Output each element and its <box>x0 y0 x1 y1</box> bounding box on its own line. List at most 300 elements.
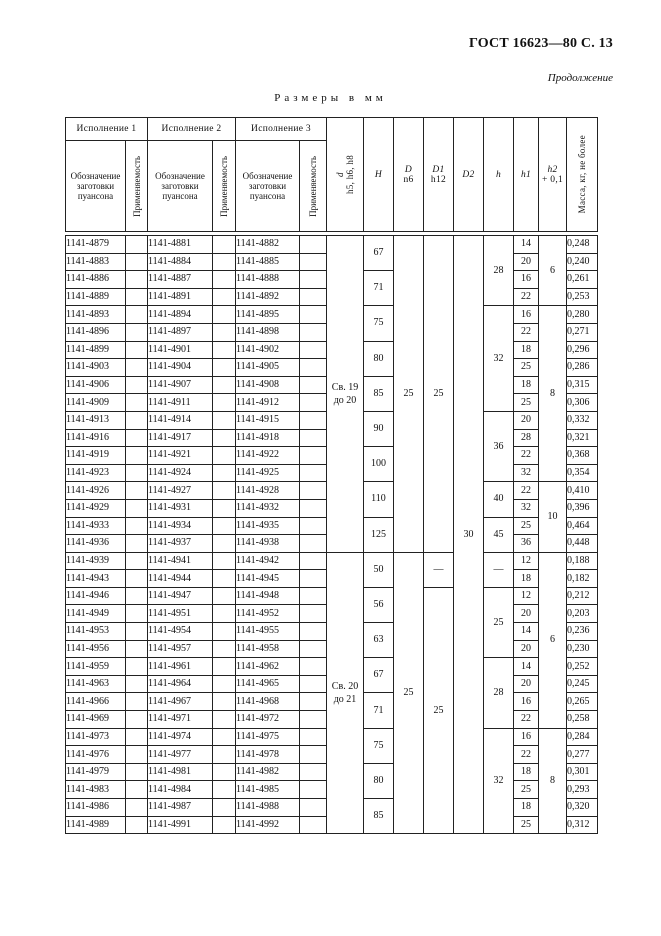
col-D1: D1 h12 <box>424 118 454 232</box>
designation-2: 1141-4937 <box>148 535 213 553</box>
cell-mass: 0,277 <box>567 746 598 764</box>
cell-mass: 0,271 <box>567 323 598 341</box>
applicability-1 <box>126 306 148 324</box>
designation-3: 1141-4975 <box>236 728 300 746</box>
cell-h1: 14 <box>514 623 539 641</box>
cell-h1: 22 <box>514 288 539 306</box>
cell-h: 80 <box>364 763 394 798</box>
cell-h1: 25 <box>514 394 539 412</box>
table-caption: Размеры в мм <box>274 92 387 104</box>
designation-1: 1141-4903 <box>66 359 126 377</box>
applicability-2 <box>213 253 236 271</box>
designation-3: 1141-4945 <box>236 570 300 588</box>
cell-h: 32 <box>484 728 514 834</box>
designation-2: 1141-4904 <box>148 359 213 377</box>
cell-h1: 25 <box>514 359 539 377</box>
designation-3: 1141-4988 <box>236 799 300 817</box>
cell-h1: 18 <box>514 341 539 359</box>
designation-3: 1141-4952 <box>236 605 300 623</box>
cell-h1: 25 <box>514 816 539 834</box>
designation-3: 1141-4882 <box>236 236 300 254</box>
applicability-2 <box>213 271 236 289</box>
cell-h1: 16 <box>514 306 539 324</box>
cell-mass: 0,252 <box>567 658 598 676</box>
applicability-3 <box>300 605 327 623</box>
col-designation-2: Обозначение заготовки пуансона <box>148 141 213 232</box>
cell-h1: 22 <box>514 482 539 500</box>
cell-mass: 0,230 <box>567 640 598 658</box>
designation-3: 1141-4915 <box>236 411 300 429</box>
cell-h: 45 <box>484 517 514 552</box>
applicability-3 <box>300 763 327 781</box>
cell-h1: 16 <box>514 271 539 289</box>
applicability-3 <box>300 447 327 465</box>
designation-3: 1141-4922 <box>236 447 300 465</box>
applicability-3 <box>300 658 327 676</box>
col-designation-3: Обозначение заготовки пуансона <box>236 141 300 232</box>
designation-2: 1141-4941 <box>148 552 213 570</box>
cell-mass: 0,203 <box>567 605 598 623</box>
cell-h: 80 <box>364 341 394 376</box>
applicability-1 <box>126 253 148 271</box>
applicability-1 <box>126 816 148 834</box>
designation-2: 1141-4931 <box>148 499 213 517</box>
cell-h1: 16 <box>514 693 539 711</box>
cell-h: 40 <box>484 482 514 517</box>
designation-2: 1141-4894 <box>148 306 213 324</box>
col-designation-1: Обозначение заготовки пуансона <box>66 141 126 232</box>
designation-3: 1141-4962 <box>236 658 300 676</box>
cell-h: 75 <box>364 728 394 763</box>
designation-3: 1141-4902 <box>236 341 300 359</box>
designation-3: 1141-4978 <box>236 746 300 764</box>
cell-h1: 32 <box>514 499 539 517</box>
applicability-3 <box>300 570 327 588</box>
cell-h1: 20 <box>514 411 539 429</box>
cell-h2: 6 <box>539 236 567 306</box>
designation-3: 1141-4898 <box>236 323 300 341</box>
col-D2: D2 <box>454 118 484 232</box>
cell-h2: 8 <box>539 306 567 482</box>
designation-1: 1141-4953 <box>66 623 126 641</box>
applicability-3 <box>300 288 327 306</box>
cell-h: 32 <box>484 306 514 412</box>
dimensions-table <box>65 117 598 834</box>
applicability-2 <box>213 816 236 834</box>
group-header-1: Исполнение 1 <box>66 118 148 141</box>
group-header-3: Исполнение 3 <box>236 118 327 141</box>
designation-3: 1141-4932 <box>236 499 300 517</box>
cell-mass: 0,301 <box>567 763 598 781</box>
col-applicability-2: Применяемость <box>213 141 236 232</box>
applicability-3 <box>300 341 327 359</box>
applicability-2 <box>213 623 236 641</box>
applicability-2 <box>213 341 236 359</box>
cell-mass: 0,396 <box>567 499 598 517</box>
designation-1: 1141-4933 <box>66 517 126 535</box>
designation-2: 1141-4967 <box>148 693 213 711</box>
designation-2: 1141-4961 <box>148 658 213 676</box>
cell-mass: 0,368 <box>567 447 598 465</box>
applicability-3 <box>300 746 327 764</box>
cell-h1: 12 <box>514 587 539 605</box>
cell-mass: 0,315 <box>567 376 598 394</box>
applicability-1 <box>126 323 148 341</box>
applicability-3 <box>300 675 327 693</box>
designation-1: 1141-4976 <box>66 746 126 764</box>
col-D: D n6 <box>394 118 424 232</box>
cell-h: 90 <box>364 411 394 446</box>
designation-1: 1141-4946 <box>66 587 126 605</box>
designation-2: 1141-4887 <box>148 271 213 289</box>
designation-2: 1141-4991 <box>148 816 213 834</box>
applicability-2 <box>213 323 236 341</box>
designation-1: 1141-4936 <box>66 535 126 553</box>
cell-h: 125 <box>364 517 394 552</box>
cell-d2: 30 <box>454 236 484 834</box>
cell-mass: 0,448 <box>567 535 598 553</box>
applicability-1 <box>126 640 148 658</box>
standard-header: ГОСТ 16623—80 С. 13 <box>469 36 613 51</box>
designation-3: 1141-4892 <box>236 288 300 306</box>
cell-h: 75 <box>364 306 394 341</box>
applicability-2 <box>213 799 236 817</box>
applicability-1 <box>126 411 148 429</box>
designation-2: 1141-4954 <box>148 623 213 641</box>
designation-1: 1141-4969 <box>66 711 126 729</box>
cell-h1: 22 <box>514 447 539 465</box>
applicability-1 <box>126 394 148 412</box>
designation-2: 1141-4971 <box>148 711 213 729</box>
applicability-2 <box>213 376 236 394</box>
designation-3: 1141-4912 <box>236 394 300 412</box>
applicability-1 <box>126 447 148 465</box>
cell-h: 67 <box>364 658 394 693</box>
designation-1: 1141-4939 <box>66 552 126 570</box>
applicability-3 <box>300 535 327 553</box>
applicability-3 <box>300 640 327 658</box>
applicability-1 <box>126 464 148 482</box>
applicability-3 <box>300 429 327 447</box>
designation-1: 1141-4949 <box>66 605 126 623</box>
applicability-1 <box>126 728 148 746</box>
cell-h: 85 <box>364 799 394 834</box>
applicability-2 <box>213 658 236 676</box>
designation-2: 1141-4924 <box>148 464 213 482</box>
cell-mass: 0,265 <box>567 693 598 711</box>
applicability-3 <box>300 711 327 729</box>
designation-2: 1141-4921 <box>148 447 213 465</box>
designation-1: 1141-4916 <box>66 429 126 447</box>
designation-3: 1141-4885 <box>236 253 300 271</box>
applicability-3 <box>300 323 327 341</box>
designation-2: 1141-4917 <box>148 429 213 447</box>
designation-2: 1141-4891 <box>148 288 213 306</box>
designation-3: 1141-4968 <box>236 693 300 711</box>
designation-1: 1141-4929 <box>66 499 126 517</box>
cell-h2: 6 <box>539 552 567 728</box>
applicability-1 <box>126 376 148 394</box>
applicability-2 <box>213 763 236 781</box>
table-row <box>66 236 598 254</box>
cell-d: Св. 20 до 21 <box>327 552 364 834</box>
applicability-1 <box>126 763 148 781</box>
cell-mass: 0,312 <box>567 816 598 834</box>
applicability-3 <box>300 306 327 324</box>
cell-h1: 14 <box>514 236 539 254</box>
designation-2: 1141-4911 <box>148 394 213 412</box>
cell-d: 25 <box>394 236 424 553</box>
applicability-1 <box>126 746 148 764</box>
cell-h1: 22 <box>514 323 539 341</box>
cell-h1: 12 <box>514 552 539 570</box>
col-h2: h2 + 0,1 <box>539 118 567 232</box>
applicability-2 <box>213 552 236 570</box>
applicability-3 <box>300 623 327 641</box>
designation-2: 1141-4964 <box>148 675 213 693</box>
applicability-3 <box>300 464 327 482</box>
designation-3: 1141-4895 <box>236 306 300 324</box>
applicability-1 <box>126 271 148 289</box>
applicability-2 <box>213 517 236 535</box>
cell-h1: 18 <box>514 570 539 588</box>
cell-h1: 20 <box>514 253 539 271</box>
cell-mass: 0,253 <box>567 288 598 306</box>
applicability-3 <box>300 271 327 289</box>
cell-d: Св. 19 до 20 <box>327 236 364 553</box>
applicability-1 <box>126 675 148 693</box>
designation-3: 1141-4888 <box>236 271 300 289</box>
designation-1: 1141-4983 <box>66 781 126 799</box>
col-H: H <box>364 118 394 232</box>
cell-h1: 18 <box>514 763 539 781</box>
cell-mass: 0,188 <box>567 552 598 570</box>
applicability-3 <box>300 728 327 746</box>
cell-mass: 0,258 <box>567 711 598 729</box>
applicability-3 <box>300 376 327 394</box>
designation-2: 1141-4881 <box>148 236 213 254</box>
applicability-2 <box>213 640 236 658</box>
applicability-2 <box>213 746 236 764</box>
applicability-3 <box>300 799 327 817</box>
cell-h2: 10 <box>539 482 567 552</box>
cell-mass: 0,236 <box>567 623 598 641</box>
applicability-2 <box>213 236 236 254</box>
cell-mass: 0,354 <box>567 464 598 482</box>
applicability-2 <box>213 359 236 377</box>
applicability-1 <box>126 658 148 676</box>
designation-2: 1141-4984 <box>148 781 213 799</box>
cell-h1: 16 <box>514 728 539 746</box>
cell-mass: 0,410 <box>567 482 598 500</box>
cell-mass: 0,293 <box>567 781 598 799</box>
designation-1: 1141-4879 <box>66 236 126 254</box>
applicability-1 <box>126 781 148 799</box>
designation-1: 1141-4889 <box>66 288 126 306</box>
designation-1: 1141-4959 <box>66 658 126 676</box>
applicability-3 <box>300 482 327 500</box>
applicability-2 <box>213 693 236 711</box>
col-applicability-1: Применяемость <box>126 141 148 232</box>
cell-h: 67 <box>364 236 394 271</box>
cell-h: 85 <box>364 376 394 411</box>
designation-3: 1141-4982 <box>236 763 300 781</box>
applicability-1 <box>126 552 148 570</box>
designation-3: 1141-4928 <box>236 482 300 500</box>
designation-3: 1141-4992 <box>236 816 300 834</box>
designation-1: 1141-4926 <box>66 482 126 500</box>
group-header-2: Исполнение 2 <box>148 118 236 141</box>
designation-2: 1141-4914 <box>148 411 213 429</box>
applicability-3 <box>300 552 327 570</box>
cell-h1: 25 <box>514 781 539 799</box>
cell-h1: 32 <box>514 464 539 482</box>
applicability-2 <box>213 288 236 306</box>
applicability-2 <box>213 429 236 447</box>
cell-h: 71 <box>364 271 394 306</box>
applicability-1 <box>126 799 148 817</box>
designation-2: 1141-4897 <box>148 323 213 341</box>
cell-h: 100 <box>364 447 394 482</box>
applicability-3 <box>300 411 327 429</box>
cell-h: 25 <box>484 587 514 657</box>
designation-1: 1141-4973 <box>66 728 126 746</box>
designation-1: 1141-4896 <box>66 323 126 341</box>
cell-mass: 0,296 <box>567 341 598 359</box>
applicability-2 <box>213 394 236 412</box>
col-d-tol: h5, h6, h8 <box>345 155 355 194</box>
designation-2: 1141-4884 <box>148 253 213 271</box>
cell-d1: — <box>424 552 454 587</box>
cell-h: 56 <box>364 587 394 622</box>
designation-1: 1141-4883 <box>66 253 126 271</box>
cell-mass: 0,280 <box>567 306 598 324</box>
designation-2: 1141-4934 <box>148 517 213 535</box>
designation-1: 1141-4919 <box>66 447 126 465</box>
applicability-2 <box>213 570 236 588</box>
designation-3: 1141-4925 <box>236 464 300 482</box>
cell-h: 63 <box>364 623 394 658</box>
applicability-3 <box>300 253 327 271</box>
designation-1: 1141-4979 <box>66 763 126 781</box>
cell-h: 28 <box>484 658 514 728</box>
applicability-2 <box>213 728 236 746</box>
designation-2: 1141-4907 <box>148 376 213 394</box>
designation-2: 1141-4977 <box>148 746 213 764</box>
applicability-2 <box>213 587 236 605</box>
applicability-1 <box>126 341 148 359</box>
applicability-2 <box>213 411 236 429</box>
applicability-1 <box>126 587 148 605</box>
cell-mass: 0,286 <box>567 359 598 377</box>
designation-1: 1141-4899 <box>66 341 126 359</box>
applicability-3 <box>300 693 327 711</box>
col-d <box>327 118 364 232</box>
designation-1: 1141-4893 <box>66 306 126 324</box>
applicability-1 <box>126 236 148 254</box>
designation-2: 1141-4987 <box>148 799 213 817</box>
applicability-2 <box>213 464 236 482</box>
applicability-2 <box>213 447 236 465</box>
applicability-2 <box>213 306 236 324</box>
cell-h1: 36 <box>514 535 539 553</box>
applicability-1 <box>126 359 148 377</box>
cell-mass: 0,320 <box>567 799 598 817</box>
cell-mass: 0,212 <box>567 587 598 605</box>
cell-d1: 25 <box>424 587 454 833</box>
cell-mass: 0,245 <box>567 675 598 693</box>
designation-2: 1141-4957 <box>148 640 213 658</box>
applicability-1 <box>126 711 148 729</box>
applicability-3 <box>300 517 327 535</box>
applicability-1 <box>126 623 148 641</box>
col-mass: Масса, кг, не более <box>567 118 598 232</box>
applicability-2 <box>213 605 236 623</box>
applicability-1 <box>126 482 148 500</box>
designation-3: 1141-4955 <box>236 623 300 641</box>
designation-3: 1141-4908 <box>236 376 300 394</box>
applicability-3 <box>300 236 327 254</box>
cell-h: 36 <box>484 411 514 481</box>
designation-3: 1141-4965 <box>236 675 300 693</box>
cell-mass: 0,321 <box>567 429 598 447</box>
designation-3: 1141-4918 <box>236 429 300 447</box>
applicability-1 <box>126 429 148 447</box>
designation-1: 1141-4923 <box>66 464 126 482</box>
applicability-2 <box>213 535 236 553</box>
cell-mass: 0,261 <box>567 271 598 289</box>
cell-h1: 14 <box>514 658 539 676</box>
applicability-1 <box>126 605 148 623</box>
cell-h: 50 <box>364 552 394 587</box>
applicability-1 <box>126 517 148 535</box>
designation-1: 1141-4986 <box>66 799 126 817</box>
designation-2: 1141-4901 <box>148 341 213 359</box>
designation-2: 1141-4974 <box>148 728 213 746</box>
col-applicability-3: Применяемость <box>300 141 327 232</box>
designation-1: 1141-4966 <box>66 693 126 711</box>
designation-1: 1141-4886 <box>66 271 126 289</box>
cell-h1: 20 <box>514 605 539 623</box>
designation-3: 1141-4905 <box>236 359 300 377</box>
designation-3: 1141-4942 <box>236 552 300 570</box>
cell-h: — <box>484 552 514 587</box>
cell-h1: 18 <box>514 799 539 817</box>
cell-d: 25 <box>394 552 424 834</box>
designation-1: 1141-4963 <box>66 675 126 693</box>
designation-2: 1141-4927 <box>148 482 213 500</box>
designation-1: 1141-4909 <box>66 394 126 412</box>
cell-h: 110 <box>364 482 394 517</box>
designation-3: 1141-4985 <box>236 781 300 799</box>
cell-d1: 25 <box>424 236 454 553</box>
applicability-3 <box>300 499 327 517</box>
cell-h1: 28 <box>514 429 539 447</box>
cell-mass: 0,182 <box>567 570 598 588</box>
continuation-label: Продолжение <box>547 72 613 84</box>
designation-1: 1141-4989 <box>66 816 126 834</box>
cell-mass: 0,464 <box>567 517 598 535</box>
designation-1: 1141-4906 <box>66 376 126 394</box>
cell-mass: 0,306 <box>567 394 598 412</box>
designation-2: 1141-4981 <box>148 763 213 781</box>
designation-1: 1141-4913 <box>66 411 126 429</box>
applicability-1 <box>126 570 148 588</box>
applicability-3 <box>300 781 327 799</box>
cell-h1: 22 <box>514 711 539 729</box>
applicability-1 <box>126 288 148 306</box>
applicability-1 <box>126 535 148 553</box>
